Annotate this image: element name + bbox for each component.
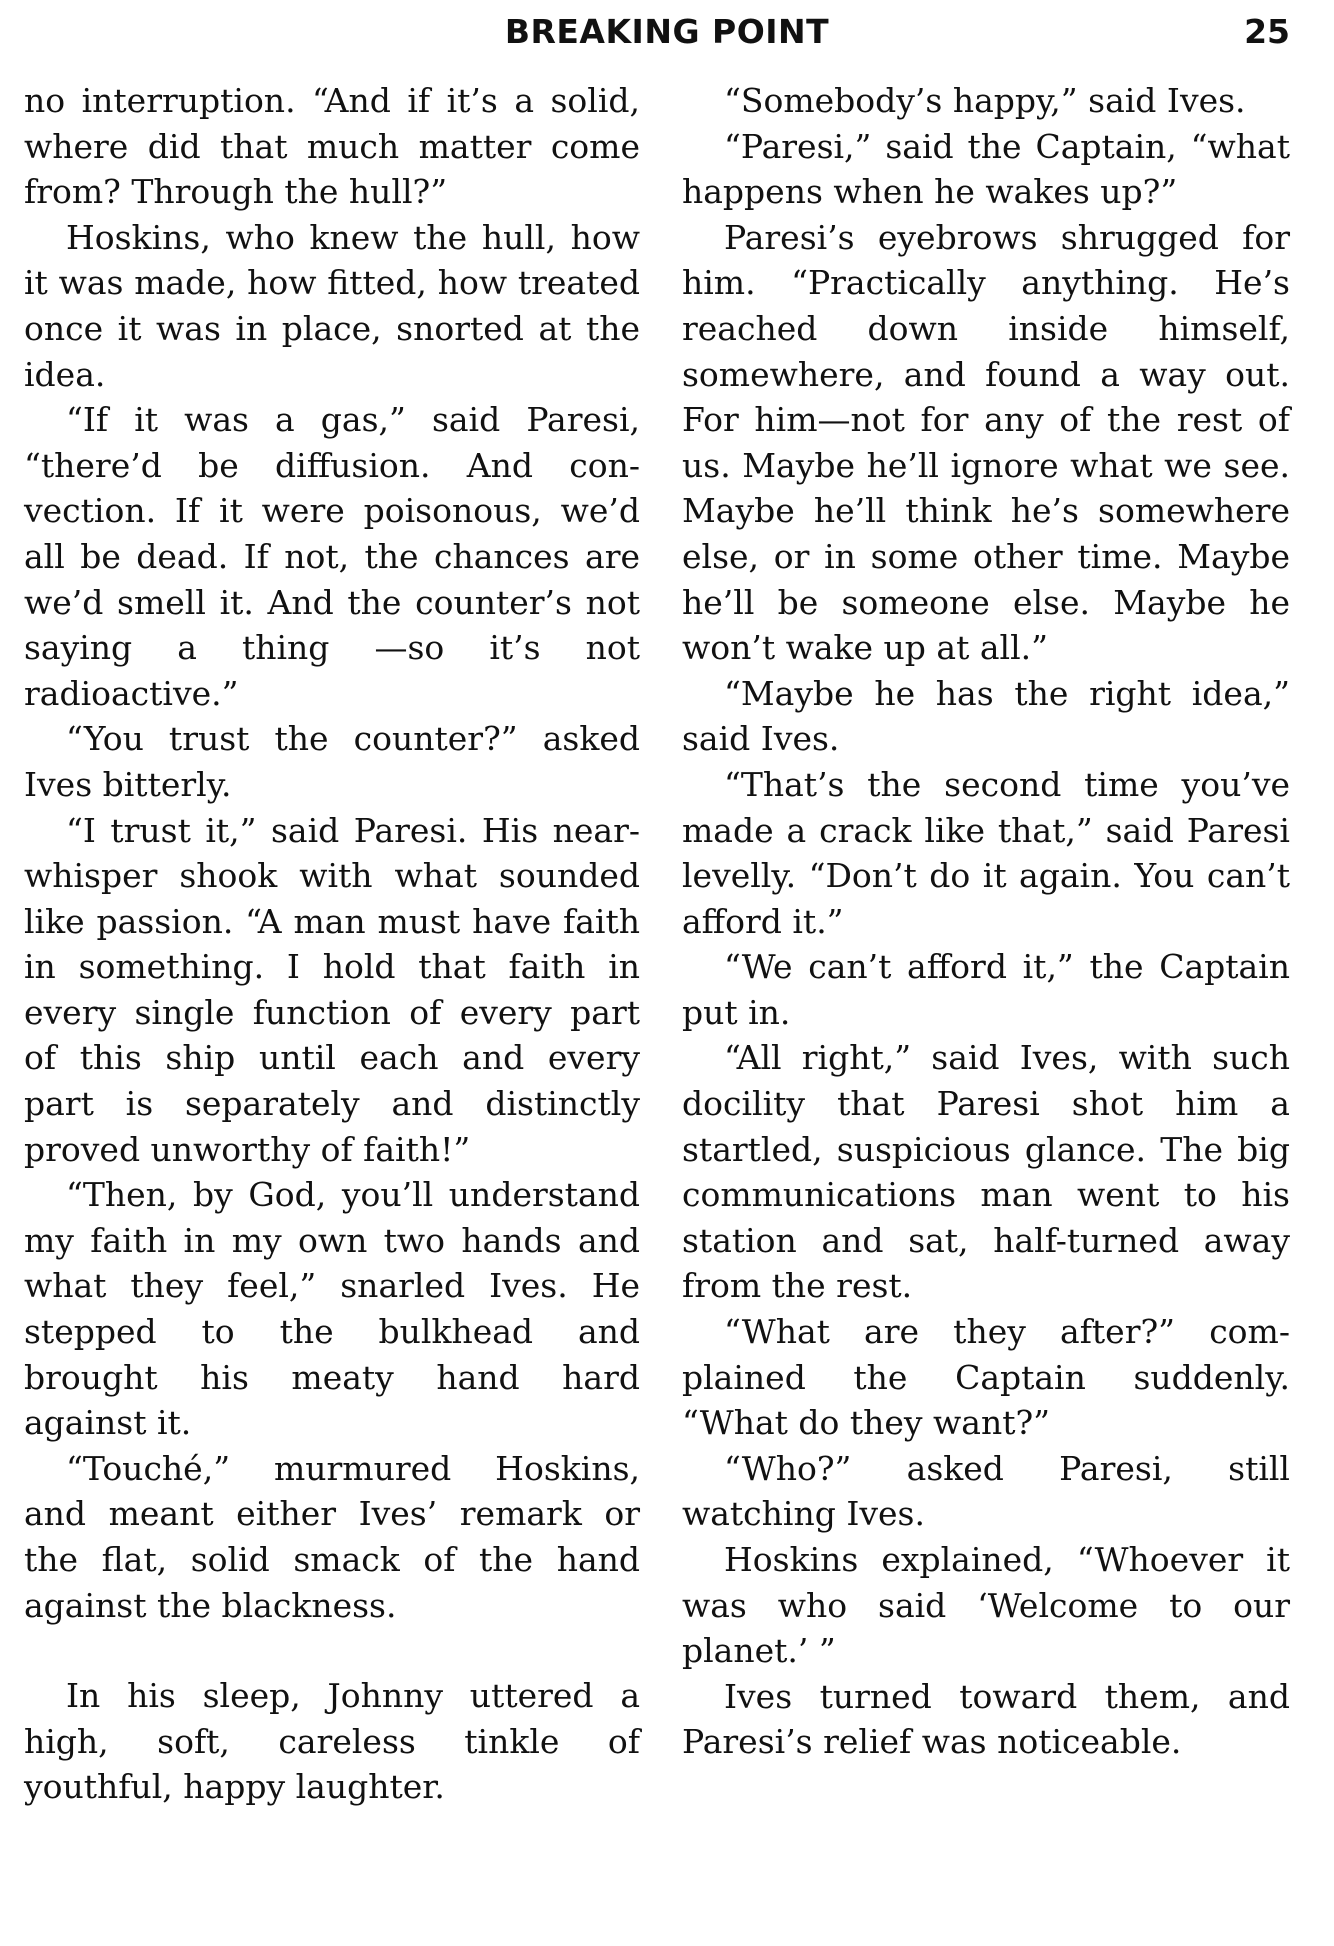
- paragraph: “That’s the second time you’ve made a crack like that,” said Paresi levelly. “Don’t do it again. You can’t afford it.”: [682, 764, 1290, 941]
- paragraph: In his sleep, Johnny uttered a high, soft, careless tinkle of youthful, happy laughter.: [24, 1676, 640, 1807]
- paragraph: “Somebody’s happy,” said Ives.: [724, 81, 1246, 120]
- paragraph: no interruption. “And if it’s a solid, where did that much matter come from? Through the hull?”: [24, 81, 640, 212]
- paragraph: “Who?” asked Paresi, still watching Ives.: [682, 1448, 1290, 1534]
- running-head: [0, 12, 1334, 62]
- paragraph: Hoskins, who knew the hull, how it was made, how fitted, how treated once it was in place, snorted at the idea.: [24, 217, 640, 394]
- paragraph: “What are they after?” complained the Captain suddenly. “What do they want?”: [682, 1312, 1290, 1443]
- paragraph: Paresi’s eyebrows shrugged for him. “Practically anything. He’s reached down inside himself, somewhere, and found a way out. For him—not for any of the rest of us. Maybe he’ll ignore what we see. Maybe he’ll think he’s somewhere else, or in some other time. Maybe he’ll be someone else. Maybe he won’t wake up at all.”: [682, 217, 1290, 668]
- paragraph: “Maybe he has the right idea,” said Ives.: [682, 673, 1290, 759]
- paragraph: “If it was a gas,” said Paresi, “there’d be diffusion. And convection. If it were poisonous, we’d all be dead. If not, the chances are we’d smell it. And the counter’s not saying a thing —so it’s not radioactive.”: [24, 400, 640, 713]
- paragraph: “Touché,” murmured Hoskins, and meant either Ives’ remark or the flat, solid smack of the hand against the blackness.: [24, 1448, 640, 1625]
- paragraph: “We can’t afford it,” the Captain put in.: [682, 947, 1290, 1032]
- paragraph: “You trust the counter?” asked Ives bitterly.: [24, 719, 640, 804]
- running-title: BREAKING POINT: [504, 12, 830, 51]
- paragraph: Hoskins explained, “Whoever it was who said ‘Welcome to our planet.’ ”: [682, 1540, 1290, 1671]
- paragraph: “Then, by God, you’ll understand my faith in my own two hands and what they feel,” snarled Ives. He stepped to the bulkhead and brought his meaty hand hard against it.: [24, 1175, 640, 1443]
- paragraph: Ives turned toward them, and Paresi’s relief was noticeable.: [682, 1676, 1290, 1762]
- paragraph: “Paresi,” said the Captain, “what happens when he wakes up?”: [682, 126, 1290, 212]
- page-number: 25: [1244, 12, 1290, 51]
- left-column: [24, 78, 640, 1810]
- paragraph: “I trust it,” said Paresi. His near-whisper shook with what sounded like passion. “A man must have faith in something. I hold that faith in every single function of every part of this ship until each and every part is separately and distinctly proved unworthy of faith!”: [24, 810, 640, 1169]
- paragraph: “All right,” said Ives, with such docility that Paresi shot him a startled, suspicious glance. The big communications man went to his station and sat, half-turned away from the rest.: [682, 1038, 1290, 1306]
- right-column: [682, 78, 1290, 1765]
